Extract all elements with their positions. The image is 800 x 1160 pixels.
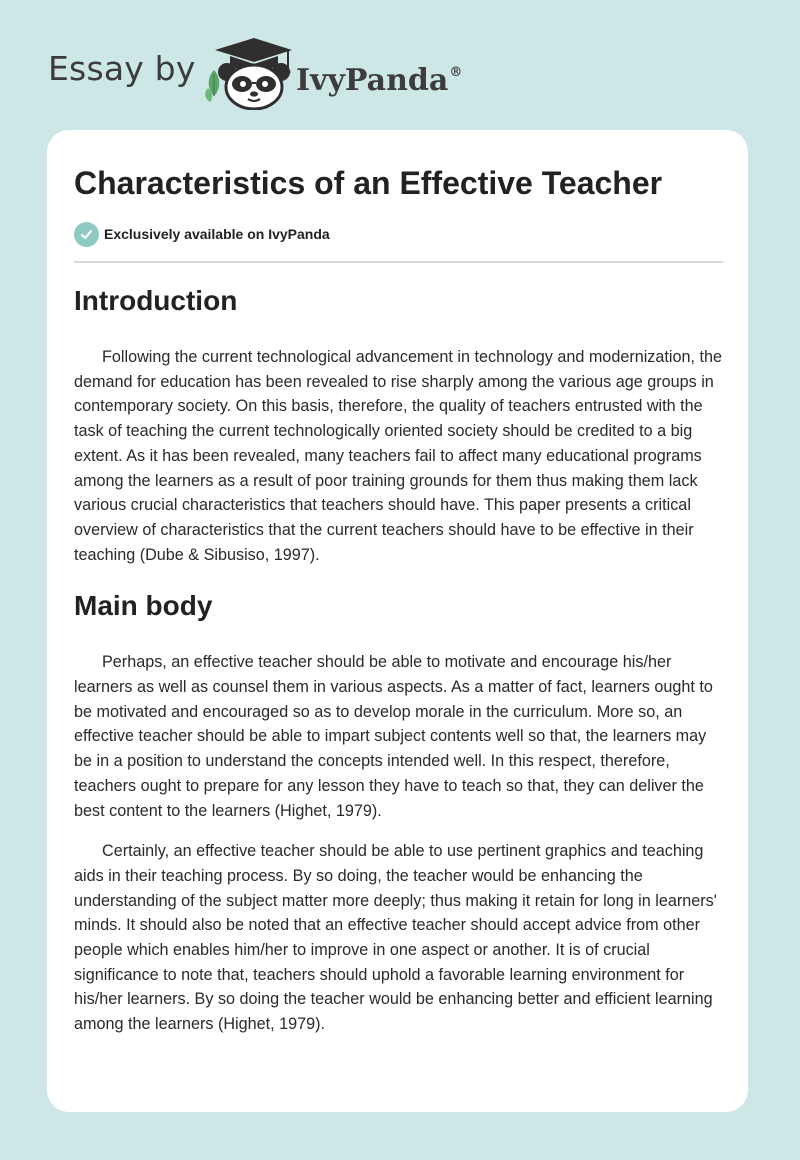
site-header (0, 0, 800, 120)
brand-name: IvyPanda® (296, 63, 463, 98)
exclusive-badge-text: Exclusively available on IvyPanda (104, 226, 330, 242)
panda-logo-icon (200, 36, 294, 110)
section-heading-main-body: Main body (74, 590, 213, 622)
paragraph: Perhaps, an effective teacher should be able to motivate and encourage his/her learners as well as counsel them in various aspects. As a matter of fact, learners ought to be motivated and encouraged so as to develop morale in the curriculum. More so, an effective teacher should be able to impart subject contents well so that, the learners may be in a position to understand the concepts intended well. In this respect, therefore, teachers ought to prepare for any lesson they have to teach so that, they can deliver the best content to the learners (Highet, 1979). (74, 653, 713, 820)
essay-card (47, 130, 748, 1112)
section-heading-introduction: Introduction (74, 285, 238, 316)
paragraph: Following the current technological advancement in technology and modernization, the demand for education has been revealed to rise sharply among the various age groups in contemporary society. On this basis, therefore, the quality of teachers entrusted with the task of teaching the current technologically oriented society should be credited to a big extent. As it has been revealed, many teachers fail to affect many educational programs among the learners as a result of poor training grounds for them thus making them lack various crucial characteristics that teachers should have. This paper presents a critical overview of characteristics that the current teachers should have to be effective in their teaching (Dube & Sibusiso, 1997). (74, 348, 723, 564)
check-circle-icon (74, 222, 99, 247)
divider (74, 261, 723, 263)
essay-content (74, 280, 726, 1053)
registered-mark: ® (449, 65, 463, 80)
exclusive-badge (74, 222, 330, 246)
paragraph: Certainly, an effective teacher should be able to use pertinent graphics and teaching aids in their teaching process. By so doing, the teacher would be enhancing the understanding of the subject matter more deeply; thus making it retain for long in learners' minds. It should also be noted that an effective teacher should accept advice from other people which enables him/her to improve in one aspect or another. It is of crucial significance to note that, teachers should uphold a favorable learning environment for his/her learners. By so doing the teacher would be enhancing better and efficient learning among the learners (Highet, 1979). (74, 842, 717, 1034)
essay-by-label: Essay by (48, 49, 196, 88)
essay-title: Characteristics of an Effective Teacher (74, 165, 663, 201)
